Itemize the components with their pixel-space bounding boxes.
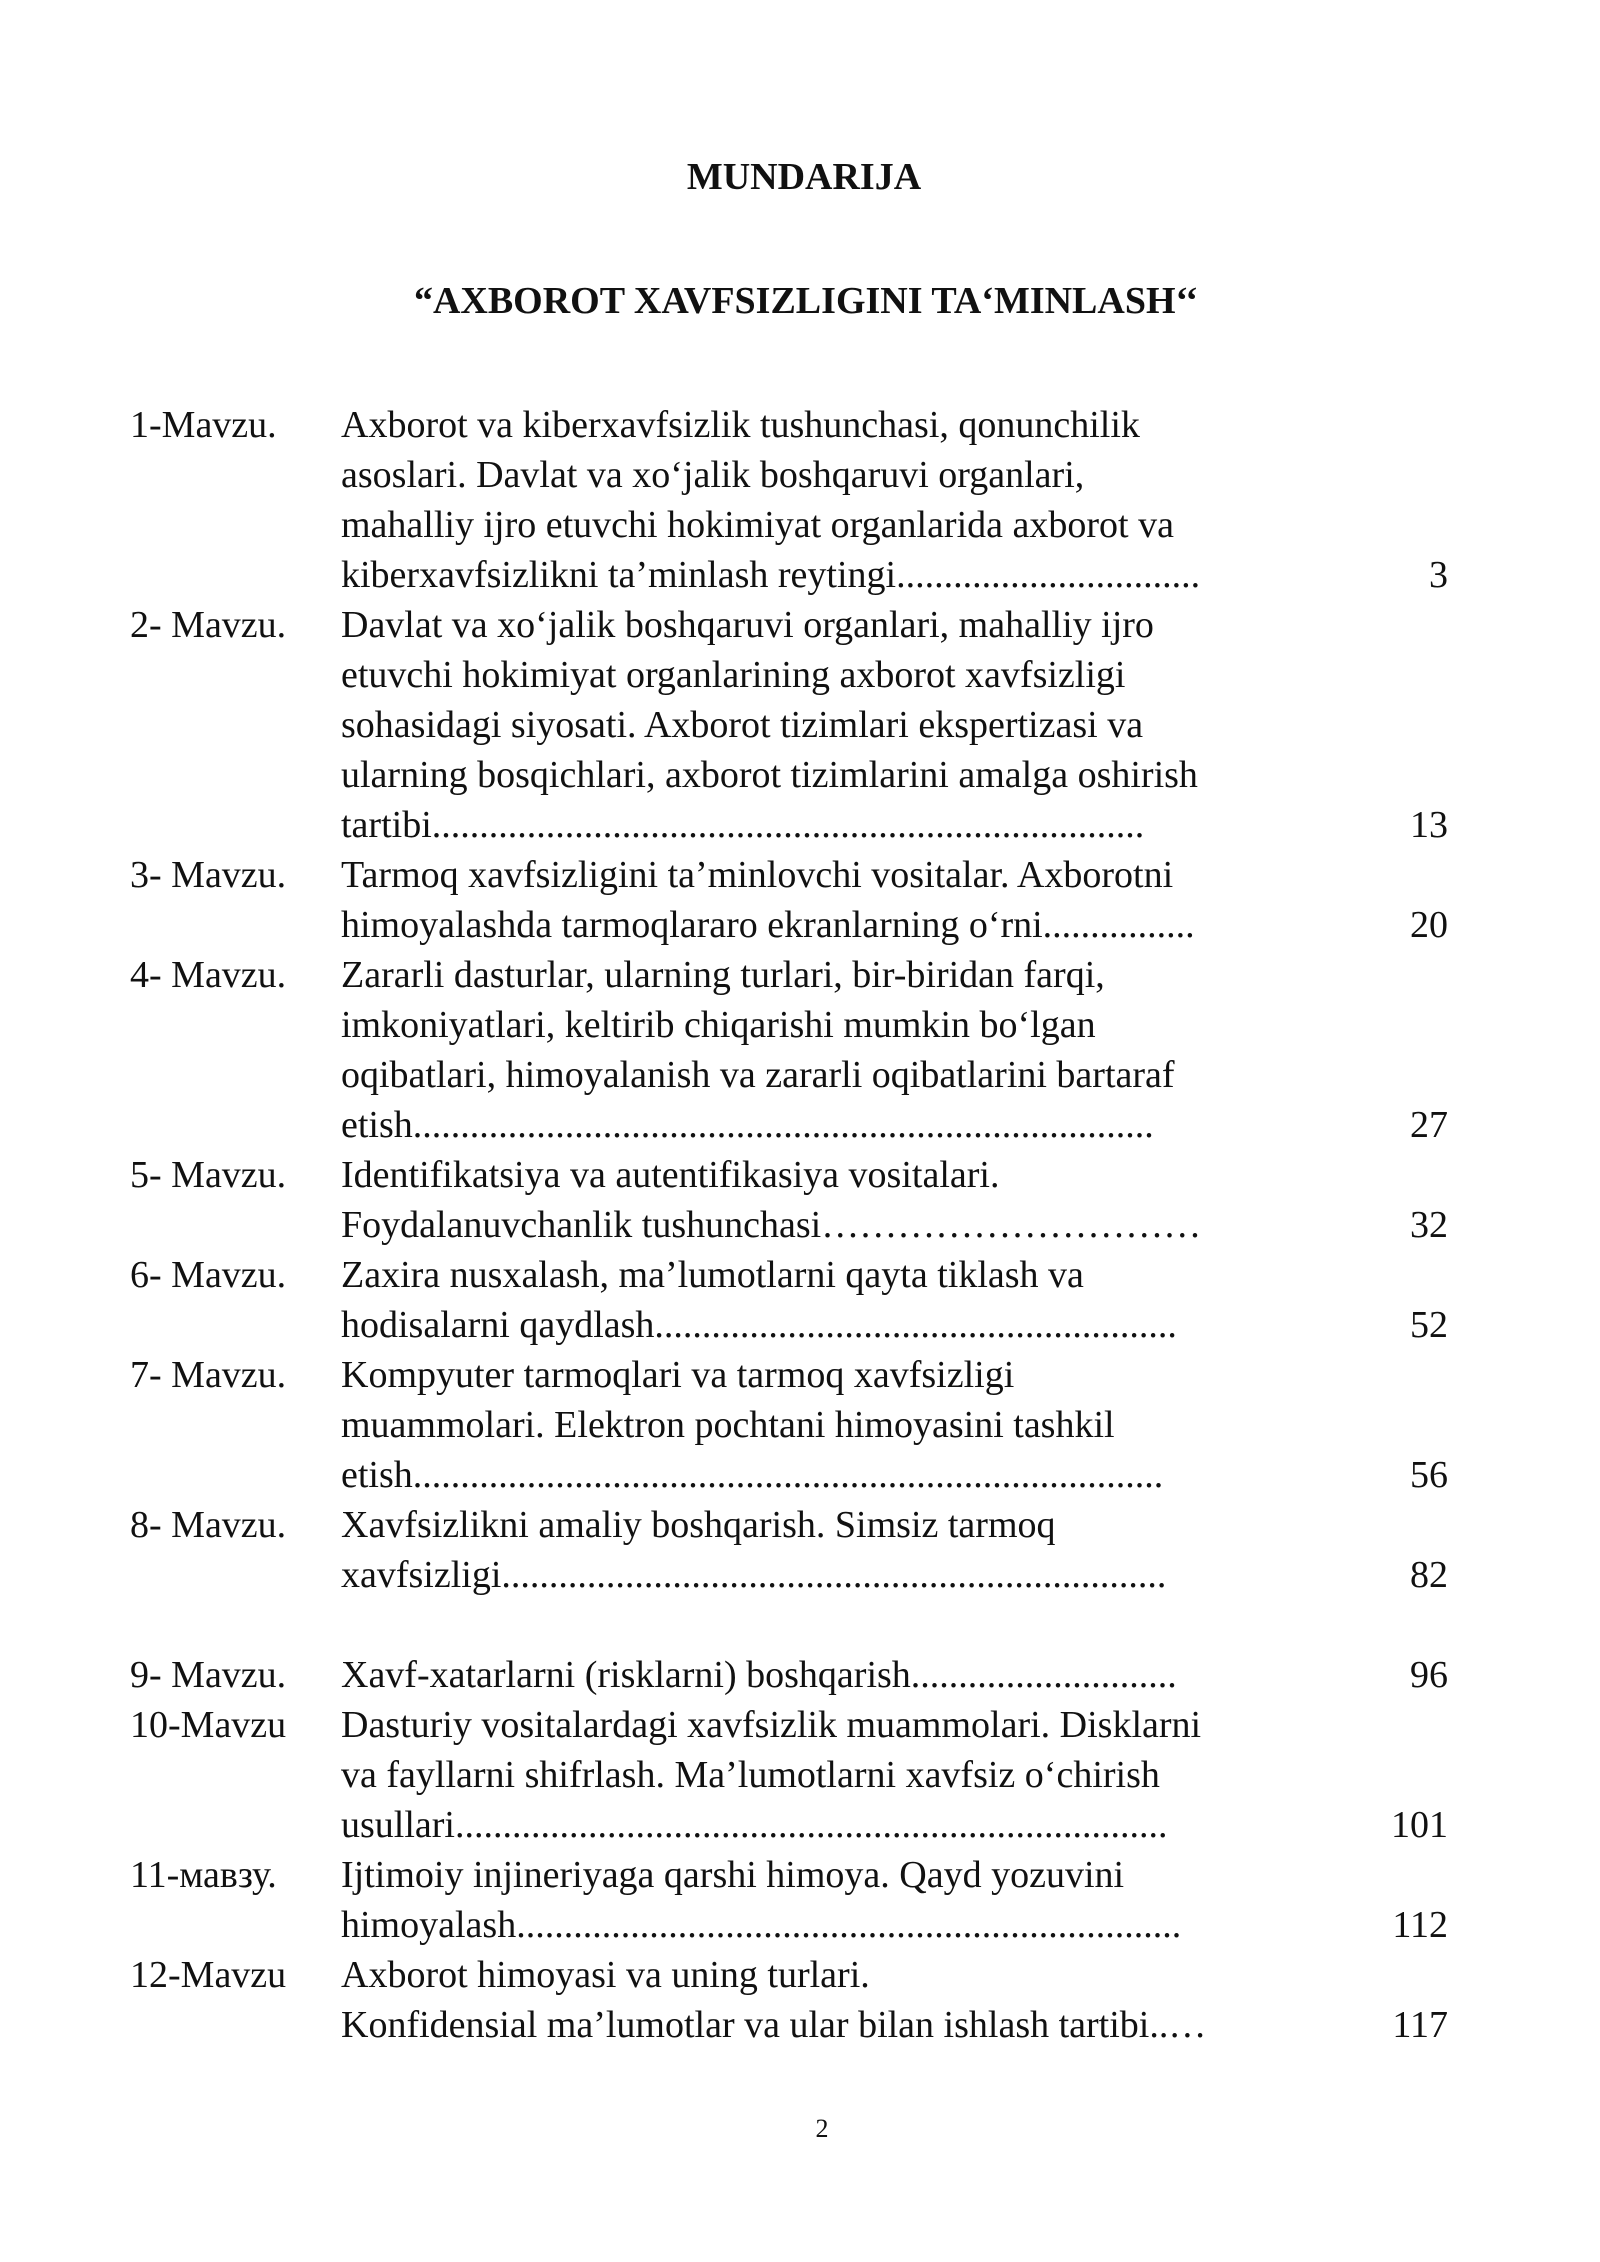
toc-entry-line: Zaxira nusxalash, ma’lumotlarni qayta tiklash va bbox=[341, 1254, 1084, 1296]
toc-entry bbox=[0, 1150, 1600, 1250]
toc-entry-label: 11-мавзу. bbox=[130, 1854, 277, 1896]
toc-entry bbox=[0, 1700, 1600, 1850]
toc-entry-topic bbox=[341, 400, 1341, 600]
toc-entry-line: Foydalanuvchanlik tushunchasi………………………… bbox=[341, 1204, 1202, 1246]
toc-entry bbox=[0, 850, 1600, 950]
toc-entry-label: 2- Mavzu. bbox=[130, 604, 287, 646]
toc-entry-page-number: 101 bbox=[1391, 1804, 1448, 1846]
toc-entry-page-number: 20 bbox=[1410, 904, 1448, 946]
toc-entry-label: 10-Mavzu bbox=[130, 1704, 287, 1746]
page-number: 2 bbox=[815, 2114, 829, 2143]
toc-entry-topic bbox=[341, 850, 1341, 950]
toc-entry bbox=[0, 1650, 1600, 1700]
toc-entry-line: va fayllarni shifrlash. Ma’lumotlarni xavfsiz o‘chirish bbox=[341, 1754, 1160, 1796]
toc-entry-label: 4- Mavzu. bbox=[130, 954, 287, 996]
toc-entry-line: imkoniyatlari, keltirib chiqarishi mumkin bo‘lgan bbox=[341, 1004, 1096, 1046]
table-of-contents bbox=[0, 400, 1600, 2050]
toc-entry-label: 5- Mavzu. bbox=[130, 1154, 287, 1196]
toc-entry-line: oqibatlari, himoyalanish va zararli oqibatlarini bartaraf bbox=[341, 1054, 1175, 1096]
toc-entry-page-number: 82 bbox=[1410, 1554, 1448, 1596]
toc-entry-topic bbox=[341, 600, 1341, 850]
toc-entry-label: 3- Mavzu. bbox=[130, 854, 287, 896]
document-subtitle: “AXBOROT XAVFSIZLIGINI TA‘MINLASH‘‘ bbox=[413, 280, 1199, 322]
toc-entry-topic bbox=[341, 1950, 1341, 2050]
toc-entry-line: usullari........................................................................... bbox=[341, 1804, 1168, 1846]
toc-entry-topic bbox=[341, 1250, 1341, 1350]
toc-entry-line: ularning bosqichlari, axborot tizimlarini amalga oshirish bbox=[341, 754, 1198, 796]
toc-entry bbox=[0, 1500, 1600, 1600]
toc-entry-label: 9- Mavzu. bbox=[130, 1654, 287, 1696]
toc-entry-label: 7- Mavzu. bbox=[130, 1354, 287, 1396]
toc-entry-line: himoyalash...................................................................... bbox=[341, 1904, 1182, 1946]
toc-entry-line: xavfsizligi...................................................................... bbox=[341, 1554, 1167, 1596]
toc-entry-label: 6- Mavzu. bbox=[130, 1254, 287, 1296]
toc-entry-line: etuvchi hokimiyat organlarining axborot xavfsizligi bbox=[341, 654, 1126, 696]
toc-entry-line: Tarmoq xavfsizligini ta’minlovchi vositalar. Axborotni bbox=[341, 854, 1174, 896]
toc-entry bbox=[0, 1950, 1600, 2050]
toc-entry-line: himoyalashda tarmoqlararo ekranlarning o‘rni................ bbox=[341, 904, 1195, 946]
toc-entry-topic bbox=[341, 1650, 1341, 1700]
toc-entry-topic bbox=[341, 1850, 1341, 1950]
toc-entry-line: etish.............................................................................. bbox=[341, 1104, 1154, 1146]
toc-entry bbox=[0, 1850, 1600, 1950]
toc-entry-topic bbox=[341, 1150, 1341, 1250]
toc-entry-line: hodisalarni qaydlash....................................................... bbox=[341, 1304, 1177, 1346]
toc-entry-topic bbox=[341, 1350, 1341, 1500]
toc-entry-topic bbox=[341, 1700, 1341, 1850]
toc-entry-page-number: 27 bbox=[1410, 1104, 1448, 1146]
toc-entry-label: 1-Mavzu. bbox=[130, 404, 277, 446]
toc-entry-line: asoslari. Davlat va xo‘jalik boshqaruvi organlari, bbox=[341, 454, 1085, 496]
toc-entry-label: 8- Mavzu. bbox=[130, 1504, 287, 1546]
toc-entry-line: Xavfsizlikni amaliy boshqarish. Simsiz tarmoq bbox=[341, 1504, 1056, 1546]
toc-entry-line: Kompyuter tarmoqlari va tarmoq xavfsizligi bbox=[341, 1354, 1015, 1396]
toc-entry-line: kiberxavfsizlikni ta’minlash reytingi................................ bbox=[341, 554, 1201, 596]
toc-entry-page-number: 112 bbox=[1392, 1904, 1448, 1946]
toc-entry-page-number: 52 bbox=[1410, 1304, 1448, 1346]
toc-entry-line: Zararli dasturlar, ularning turlari, bir-biridan farqi, bbox=[341, 954, 1105, 996]
toc-entry-line: Identifikatsiya va autentifikasiya vositalari. bbox=[341, 1154, 1000, 1196]
toc-entry bbox=[0, 950, 1600, 1150]
document-title: MUNDARIJA bbox=[686, 156, 922, 198]
toc-entry-line: sohasidagi siyosati. Axborot tizimlari ekspertizasi va bbox=[341, 704, 1144, 746]
toc-entry-page-number: 32 bbox=[1410, 1204, 1448, 1246]
toc-entry-line: tartibi........................................................................... bbox=[341, 804, 1145, 846]
toc-entry-line: Axborot va kiberxavfsizlik tushunchasi, qonunchilik bbox=[341, 404, 1140, 446]
toc-entry-line: Davlat va xo‘jalik boshqaruvi organlari, mahalliy ijro bbox=[341, 604, 1154, 646]
toc-entry bbox=[0, 400, 1600, 600]
toc-entry-line: etish............................................................................... bbox=[341, 1454, 1164, 1496]
toc-entry-line: muammolari. Elektron pochtani himoyasini tashkil bbox=[341, 1404, 1115, 1446]
toc-entry-line: Ijtimoiy injineriyaga qarshi himoya. Qayd yozuvini bbox=[341, 1854, 1125, 1896]
toc-entry-page-number: 3 bbox=[1429, 554, 1448, 596]
toc-entry-page-number: 56 bbox=[1410, 1454, 1448, 1496]
toc-entry bbox=[0, 1350, 1600, 1500]
toc-entry bbox=[0, 600, 1600, 850]
toc-entry-line: mahalliy ijro etuvchi hokimiyat organlarida axborot va bbox=[341, 504, 1174, 546]
toc-entry-line: Axborot himoyasi va uning turlari. bbox=[341, 1954, 870, 1996]
toc-entry-page-number: 96 bbox=[1410, 1654, 1448, 1696]
toc-entry bbox=[0, 1250, 1600, 1350]
toc-entry-page-number: 13 bbox=[1410, 804, 1448, 846]
toc-entry-line: Konfidensial ma’lumotlar va ular bilan ishlash tartibi..… bbox=[341, 2004, 1207, 2046]
toc-entry-label: 12-Mavzu bbox=[130, 1954, 287, 1996]
toc-entry-line: Xavf-xatarlarni (risklarni) boshqarish............................ bbox=[341, 1654, 1177, 1696]
toc-entry-topic bbox=[341, 1500, 1341, 1600]
toc-entry-page-number: 117 bbox=[1392, 2004, 1448, 2046]
toc-entry-line: Dasturiy vositalardagi xavfsizlik muammolari. Disklarni bbox=[341, 1704, 1202, 1746]
toc-entry-topic bbox=[341, 950, 1341, 1150]
